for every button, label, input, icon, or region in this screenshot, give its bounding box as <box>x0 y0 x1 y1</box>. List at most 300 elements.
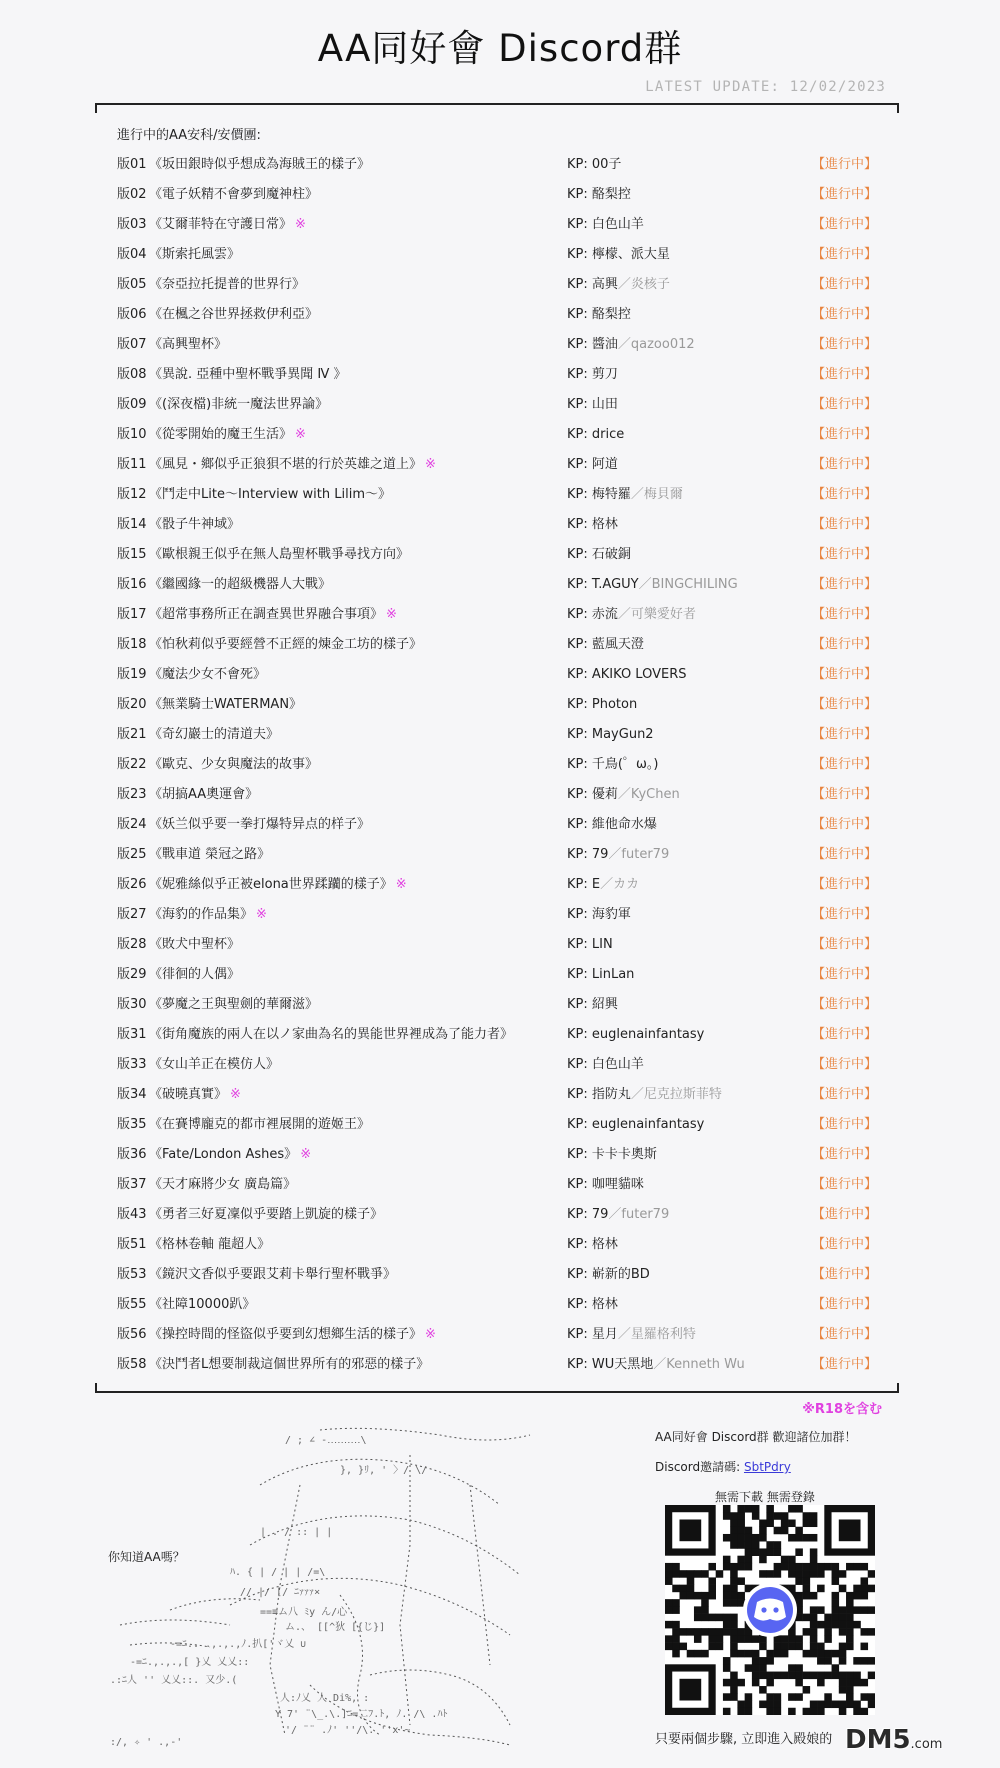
qr-module <box>803 1686 811 1694</box>
status-badge: 【進行中】 <box>812 337 878 352</box>
entry-title-text: 《決鬥者L想要制裁這個世界所有的邪惡的樣子》 <box>149 1357 430 1372</box>
qr-module <box>687 1577 695 1585</box>
entry-title <box>149 540 412 570</box>
kp-name: KP: Photon <box>567 697 638 712</box>
entry-title-text: 《海豹的作品集》 <box>149 907 254 922</box>
status-badge: 【進行中】 <box>812 667 878 682</box>
table-row <box>117 600 877 630</box>
qr-module <box>810 1621 818 1629</box>
qr-module <box>766 1693 774 1701</box>
entry-title-text: 《勇者三好夏凜似乎要踏上凱旋的樣子》 <box>149 1207 384 1222</box>
entry-kp <box>567 720 654 750</box>
qr-module <box>788 1519 796 1527</box>
qr-module <box>817 1657 825 1665</box>
qr-module <box>781 1672 789 1680</box>
qr-module <box>665 1621 673 1629</box>
qr-module <box>868 1606 875 1614</box>
status-badge: 【進行中】 <box>812 1117 878 1132</box>
qr-module <box>839 1708 847 1715</box>
qr-module <box>861 1708 869 1715</box>
entry-title-text: 《操控時間的怪盜似乎要到幻想鄉生活的樣子》 <box>149 1327 423 1342</box>
entry-kp <box>567 330 695 360</box>
qr-module <box>723 1628 731 1636</box>
entry-version: 版28 <box>117 937 147 952</box>
entry-version: 版19 <box>117 667 147 682</box>
qr-module <box>708 1628 716 1636</box>
entry-version: 版51 <box>117 1237 147 1252</box>
qr-module <box>853 1657 861 1665</box>
qr-module <box>723 1664 731 1672</box>
qr-module <box>723 1614 731 1622</box>
entry-title-text: 《敗犬中聖杯》 <box>149 937 241 952</box>
entry-kp <box>567 210 644 240</box>
qr-module <box>752 1534 760 1542</box>
entry-kp <box>567 450 618 480</box>
entry-version: 版55 <box>117 1297 147 1312</box>
qr-module <box>745 1693 753 1701</box>
table-row <box>117 930 877 960</box>
entry-version: 版58 <box>117 1357 147 1372</box>
qr-module <box>745 1505 753 1513</box>
kp-name: KP: 白色山羊 <box>567 217 644 232</box>
table-row <box>117 510 877 540</box>
kp-alt: ／qazoo012 <box>617 337 695 352</box>
table-row <box>117 690 877 720</box>
qr-module <box>701 1592 709 1600</box>
table-row <box>117 780 877 810</box>
qr-module <box>839 1570 847 1578</box>
qr-module <box>730 1512 738 1520</box>
qr-module <box>766 1548 774 1556</box>
qr-module <box>723 1708 731 1715</box>
qr-module <box>774 1643 782 1651</box>
qr-module <box>723 1657 731 1665</box>
qr-module <box>716 1643 724 1651</box>
qr-module <box>839 1657 847 1665</box>
qr-module <box>672 1570 680 1578</box>
qr-module <box>846 1621 854 1629</box>
entry-kp <box>567 180 631 210</box>
qr-module <box>672 1563 680 1571</box>
entry-title <box>149 1080 241 1110</box>
qr-module <box>745 1556 753 1564</box>
qr-module <box>723 1599 731 1607</box>
entry-title <box>149 240 243 270</box>
qr-module <box>846 1701 854 1709</box>
qr-module <box>774 1541 782 1549</box>
status-badge: 【進行中】 <box>812 1147 878 1162</box>
discord-qr-code[interactable] <box>665 1505 875 1715</box>
entry-title <box>149 840 273 870</box>
entry-title-text: 《破曉真實》 <box>149 1087 228 1102</box>
status-badge: 【進行中】 <box>812 1327 878 1342</box>
table-row <box>117 630 877 660</box>
qr-module <box>708 1563 716 1571</box>
qr-module <box>665 1599 673 1607</box>
qr-module <box>853 1701 861 1709</box>
qr-module <box>679 1592 687 1600</box>
qr-module <box>672 1650 680 1658</box>
kp-alt: ／尼克拉斯菲特 <box>630 1087 722 1102</box>
qr-module <box>788 1643 796 1651</box>
table-row <box>117 1050 877 1080</box>
entry-version: 版31 <box>117 1027 147 1042</box>
entry-title <box>149 960 243 990</box>
entry-title <box>149 930 243 960</box>
qr-module <box>745 1548 753 1556</box>
entry-kp <box>567 540 631 570</box>
entry-version: 版27 <box>117 907 147 922</box>
qr-module <box>788 1708 796 1715</box>
qr-module <box>817 1585 825 1593</box>
qr-module <box>781 1650 789 1658</box>
qr-module <box>846 1592 854 1600</box>
status-badge: 【進行中】 <box>812 277 878 292</box>
qr-module <box>752 1657 760 1665</box>
qr-module <box>752 1650 760 1658</box>
entry-title-text: 《夢魔之王與聖劍的華爾滋》 <box>149 997 319 1012</box>
qr-module <box>694 1650 702 1658</box>
qr-module <box>679 1628 687 1636</box>
qr-module <box>766 1541 774 1549</box>
kp-name: KP: 高興 <box>567 277 618 292</box>
qr-module <box>803 1519 811 1527</box>
kp-name: KP: 星月 <box>567 1327 618 1342</box>
kp-alt: ／BINGCHILING <box>638 577 738 592</box>
table-row <box>117 750 877 780</box>
qr-module <box>810 1628 818 1636</box>
qr-module <box>701 1650 709 1658</box>
entry-title-text: 《Fate/London Ashes》 <box>149 1147 298 1162</box>
kp-name: KP: WU天黑地 <box>567 1357 654 1372</box>
kp-name: KP: 酪梨控 <box>567 307 631 322</box>
qr-module <box>730 1577 738 1585</box>
qr-module <box>788 1563 796 1571</box>
qr-module <box>701 1606 709 1614</box>
kp-name: KP: 79 <box>567 1207 609 1222</box>
entry-kp <box>567 1050 644 1080</box>
qr-module <box>694 1592 702 1600</box>
qr-module <box>803 1512 811 1520</box>
kp-alt: ／futer79 <box>608 847 670 862</box>
invite-code-line <box>655 1458 791 1475</box>
kp-name: KP: euglenainfantasy <box>567 1117 705 1132</box>
entry-kp <box>567 150 621 180</box>
table-row <box>117 1290 877 1320</box>
entry-kp <box>567 780 680 810</box>
qr-module <box>861 1577 869 1585</box>
qr-module <box>730 1519 738 1527</box>
qr-module <box>853 1592 861 1600</box>
qr-module <box>737 1541 745 1549</box>
qr-module <box>723 1693 731 1701</box>
svg-text:ﾊ. { | / | | /=\: ﾊ. { | / | | /=\ <box>230 1567 326 1578</box>
kp-alt: ／カカ <box>600 877 640 892</box>
qr-module <box>868 1657 875 1665</box>
entry-kp <box>567 360 618 390</box>
entry-title-text: 《徘徊的人偶》 <box>149 967 241 982</box>
qr-module <box>774 1548 782 1556</box>
entry-version: 版17 <box>117 607 147 622</box>
status-badge: 【進行中】 <box>812 217 878 232</box>
qr-module <box>810 1650 818 1658</box>
qr-module <box>781 1527 789 1535</box>
svg-text:ム.、 [[^狄 [{じ}]: ム.、 [[^狄 [{じ}] <box>285 1622 386 1633</box>
qr-module <box>795 1527 803 1535</box>
table-row <box>117 240 877 270</box>
qr-module <box>759 1701 767 1709</box>
qr-module <box>832 1664 840 1672</box>
table-row <box>117 1200 877 1230</box>
qr-module <box>817 1679 825 1687</box>
status-badge: 【進行中】 <box>812 1027 878 1042</box>
table-row <box>117 720 877 750</box>
qr-module <box>752 1512 760 1520</box>
qr-module <box>810 1701 818 1709</box>
entry-title <box>149 510 243 540</box>
no-download-note: 無需下載 無需登錄 <box>715 1490 815 1504</box>
discord-eye <box>773 1607 778 1612</box>
qr-module <box>737 1505 745 1513</box>
entry-title <box>149 1230 273 1260</box>
qr-module <box>716 1628 724 1636</box>
qr-module <box>737 1650 745 1658</box>
qr-module <box>759 1664 767 1672</box>
entry-title <box>149 420 306 450</box>
entry-title <box>149 870 407 900</box>
kp-alt: ／futer79 <box>608 1207 670 1222</box>
qr-module <box>803 1708 811 1715</box>
qr-module <box>795 1693 803 1701</box>
qr-module <box>723 1592 731 1600</box>
status-badge: 【進行中】 <box>812 1087 878 1102</box>
status-badge: 【進行中】 <box>812 1177 878 1192</box>
qr-module <box>752 1679 760 1687</box>
qr-module <box>853 1621 861 1629</box>
qr-module <box>853 1585 861 1593</box>
qr-module <box>716 1614 724 1622</box>
qr-module <box>788 1628 796 1636</box>
qr-module <box>759 1519 767 1527</box>
qr-module <box>716 1570 724 1578</box>
qr-module <box>745 1650 753 1658</box>
svg-text:Y 7' ¨\_.\.]ﾆ=二ﾌ.ﾄ, ﾉ. /\ .ﾊﾄ: Y 7' ¨\_.\.]ﾆ=二ﾌ.ﾄ, ﾉ. /\ .ﾊﾄ <box>275 1709 448 1720</box>
qr-module <box>774 1650 782 1658</box>
entry-version: 版21 <box>117 727 147 742</box>
status-badge: 【進行中】 <box>812 547 878 562</box>
qr-module <box>737 1592 745 1600</box>
qr-module <box>730 1570 738 1578</box>
status-badge: 【進行中】 <box>812 877 878 892</box>
entry-kp <box>567 810 657 840</box>
entry-title-text: 《在賽博龐克的都市裡展開的遊姬王》 <box>149 1117 371 1132</box>
entry-version: 版29 <box>117 967 147 982</box>
r18-mark: ※ <box>386 607 397 622</box>
qr-module <box>708 1635 716 1643</box>
entry-kp <box>567 300 631 330</box>
entry-kp <box>567 1170 644 1200</box>
kp-name: KP: 格林 <box>567 1297 618 1312</box>
entry-title <box>149 1350 432 1380</box>
qr-module <box>832 1614 840 1622</box>
entry-kp <box>567 1020 704 1050</box>
kp-name: KP: 79 <box>567 847 609 862</box>
qr-module <box>846 1693 854 1701</box>
qr-module <box>795 1570 803 1578</box>
qr-module <box>759 1643 767 1651</box>
entry-title <box>149 270 308 300</box>
qr-module <box>788 1570 796 1578</box>
qr-module <box>672 1599 680 1607</box>
entry-version: 版22 <box>117 757 147 772</box>
table-row <box>117 870 877 900</box>
qr-module <box>817 1701 825 1709</box>
list-frame-top <box>95 103 899 113</box>
kp-name: KP: 格林 <box>567 1237 618 1252</box>
qr-module <box>672 1643 680 1651</box>
qr-module <box>745 1635 753 1643</box>
qr-module <box>861 1606 869 1614</box>
entry-title <box>149 1170 299 1200</box>
entry-title <box>149 810 373 840</box>
entry-kp <box>567 390 618 420</box>
qr-module <box>737 1679 745 1687</box>
qr-module <box>766 1512 774 1520</box>
qr-module <box>839 1628 847 1636</box>
entry-kp <box>567 1080 722 1110</box>
invite-code-link[interactable]: SbtPdry <box>743 1460 791 1474</box>
entry-kp <box>567 1230 618 1260</box>
table-row <box>117 810 877 840</box>
entry-version: 版02 <box>117 187 147 202</box>
qr-module <box>817 1563 825 1571</box>
qr-module <box>665 1577 673 1585</box>
qr-module <box>694 1614 702 1622</box>
table-row <box>117 1260 877 1290</box>
qr-module <box>810 1643 818 1651</box>
qr-module <box>817 1643 825 1651</box>
table-row <box>117 1230 877 1260</box>
table-row <box>117 180 877 210</box>
qr-module <box>803 1614 811 1622</box>
qr-module <box>795 1679 803 1687</box>
qr-module <box>817 1570 825 1578</box>
qr-module <box>839 1621 847 1629</box>
qr-module <box>730 1534 738 1542</box>
qr-module <box>861 1585 869 1593</box>
status-badge: 【進行中】 <box>812 1057 878 1072</box>
entry-title <box>149 300 321 330</box>
entry-title-text: 《胡搞AA奧運會》 <box>149 787 259 802</box>
qr-module <box>810 1672 818 1680</box>
qr-module <box>846 1628 854 1636</box>
qr-module <box>708 1643 716 1651</box>
entry-title-text: 《風見・鄉似乎正狼狽不堪的行於英雄之道上》 <box>149 457 423 472</box>
table-row <box>117 330 877 360</box>
qr-module <box>730 1672 738 1680</box>
qr-module <box>803 1628 811 1636</box>
qr-module <box>723 1585 731 1593</box>
entry-kp <box>567 1200 669 1230</box>
qr-module <box>788 1556 796 1564</box>
entry-version: 版26 <box>117 877 147 892</box>
qr-module <box>665 1563 673 1571</box>
qr-module <box>716 1635 724 1643</box>
qr-module <box>824 1701 832 1709</box>
qr-module <box>861 1679 869 1687</box>
qr-module <box>824 1628 832 1636</box>
entry-title-text: 《女山羊正在模仿人》 <box>149 1057 280 1072</box>
kp-name: KP: drice <box>567 427 625 442</box>
qr-finder <box>839 1519 861 1541</box>
table-row <box>117 1080 877 1110</box>
kp-alt: ／星羅格利特 <box>617 1327 696 1342</box>
kp-name: KP: 優莉 <box>567 787 618 802</box>
qr-module <box>737 1512 745 1520</box>
qr-module <box>868 1672 875 1680</box>
qr-module <box>687 1570 695 1578</box>
entry-title-text: 《繼國緣一的超級機器人大戰》 <box>149 577 332 592</box>
kp-name: KP: 00子 <box>567 157 622 172</box>
kp-name: KP: AKIKO LOVERS <box>567 667 687 682</box>
entry-kp <box>567 510 618 540</box>
entry-title-text: 《艾爾菲特在守護日常》 <box>149 217 293 232</box>
kp-name: KP: LIN <box>567 937 613 952</box>
qr-module <box>665 1643 673 1651</box>
entry-title <box>149 900 267 930</box>
qr-module <box>868 1701 875 1709</box>
qr-module <box>687 1585 695 1593</box>
qr-module <box>737 1563 745 1571</box>
entry-kp <box>567 420 624 450</box>
qr-module <box>737 1534 745 1542</box>
entry-title-text: 《電子妖精不會夢到魔神柱》 <box>149 187 319 202</box>
qr-module <box>810 1534 818 1542</box>
entry-title <box>149 720 282 750</box>
qr-module <box>759 1657 767 1665</box>
qr-module <box>766 1505 774 1513</box>
qr-module <box>846 1563 854 1571</box>
entry-kp <box>567 1260 650 1290</box>
qr-module <box>788 1672 796 1680</box>
qr-module <box>730 1563 738 1571</box>
qr-module <box>853 1606 861 1614</box>
status-badge: 【進行中】 <box>812 1297 878 1312</box>
qr-module <box>774 1570 782 1578</box>
qr-module <box>788 1534 796 1542</box>
entry-title <box>149 360 350 390</box>
entry-title <box>149 630 425 660</box>
qr-module <box>810 1570 818 1578</box>
qr-module <box>752 1664 760 1672</box>
qr-module <box>774 1512 782 1520</box>
entry-kp <box>567 870 639 900</box>
kp-name: KP: 白色山羊 <box>567 1057 644 1072</box>
entry-title-text: 《(深夜檔)非統一魔法世界論》 <box>149 397 329 412</box>
qr-module <box>853 1708 861 1715</box>
entry-version: 版30 <box>117 997 147 1012</box>
status-badge: 【進行中】 <box>812 367 878 382</box>
qr-module <box>701 1599 709 1607</box>
qr-module <box>788 1664 796 1672</box>
invite-code-label: Discord邀請碼: <box>655 1460 744 1474</box>
entry-kp <box>567 660 686 690</box>
qr-module <box>730 1635 738 1643</box>
qr-module <box>861 1628 869 1636</box>
table-row <box>117 1020 877 1050</box>
qr-module <box>708 1585 716 1593</box>
entry-title-text: 《天才麻將少女 廣島篇》 <box>149 1177 297 1192</box>
